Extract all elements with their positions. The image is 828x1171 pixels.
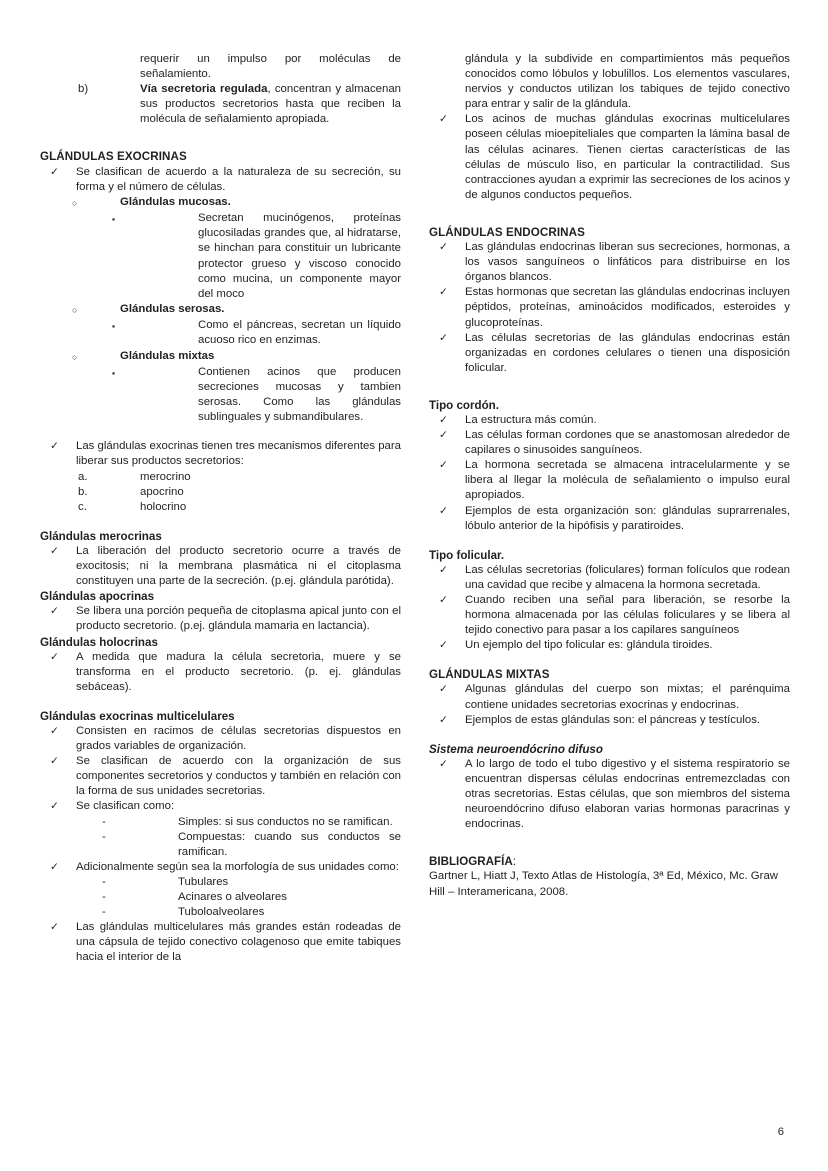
- check-icon: ✓: [439, 413, 448, 426]
- bullet-text: Se libera una porción pequeña de citoplasma apical junto con el producto secretorio. (p.ej. glándula mamaria en lactancia).: [76, 605, 401, 633]
- check-icon: ✓: [50, 165, 59, 178]
- bullet-item: [429, 757, 790, 832]
- bullet-item: [429, 428, 790, 458]
- bullet-text: Un ejemplo del tipo folicular es: glándula tiroides.: [465, 639, 713, 652]
- bullet-item: [429, 638, 790, 653]
- heading-glandulas-exocrinas: GLÁNDULAS EXOCRINAS: [40, 150, 187, 164]
- check-icon: ✓: [439, 459, 448, 472]
- heading-glandulas-holocrinas: Glándulas holocrinas: [40, 635, 158, 649]
- bullet-text: Ejemplos de esta organización son: glándulas suprarrenales, lóbulo anterior de la hipófisis y paratiroides.: [465, 504, 790, 532]
- bullet-text: Estas hormonas que secretan las glándulas endocrinas incluyen péptidos, proteínas, aminoácidos modificados, esteroides y glucoproteínas.: [465, 286, 790, 329]
- spacer: [429, 534, 790, 548]
- lettered-marker: b.: [78, 485, 88, 498]
- list-marker-b: b): [78, 83, 89, 96]
- check-icon: ✓: [439, 241, 448, 254]
- bullet-text: Las glándulas exocrinas tienen tres mecanismos diferentes para liberar sus productos secretorios:: [76, 440, 401, 468]
- bullet-item: [429, 504, 790, 534]
- bibliografia-label: BIBLIOGRAFÍA: [429, 855, 513, 869]
- dash-text: Tuboloalveolares: [178, 906, 265, 919]
- square-icon: ▪: [112, 368, 116, 378]
- dash-icon: -: [102, 815, 106, 828]
- sub-bullet-title: Glándulas mucosas.: [120, 195, 231, 208]
- list-item-b-rest: , concentran y almacenan sus productos secretorios hasta que reciben la molécula de señalamiento apropiada.: [140, 83, 402, 126]
- continued-paragraph: glándula y la subdivide en compartimientos más pequeños conocidos como lóbulos y lobulillos. Los elementos vasculares, nervios y conductos utilizan los tabiques de tejido conectivo para entrar y salir de la glándula.: [465, 53, 790, 111]
- bullet-item: [40, 650, 401, 695]
- dash-list-item: [40, 890, 401, 905]
- bibliografia-colon: :: [512, 855, 516, 869]
- list-item-b-text: [140, 82, 401, 127]
- check-icon: ✓: [439, 594, 448, 606]
- bullet-item: [40, 754, 401, 799]
- sub-bullet-item: [40, 195, 401, 212]
- bullet-item: [429, 682, 790, 712]
- sub-sub-bullet-item: [40, 211, 401, 302]
- bullet-item: [429, 563, 790, 593]
- check-icon: ✓: [439, 757, 448, 770]
- check-icon: ✓: [50, 440, 59, 453]
- square-icon: ▪: [112, 321, 116, 332]
- spacer: [429, 376, 790, 398]
- bullet-item: [40, 544, 401, 589]
- heading-sistema-neuroendocrino-difuso: Sistema neuroendócrino difuso: [429, 742, 603, 756]
- spacer: [40, 127, 401, 149]
- square-icon: ▪: [112, 214, 116, 225]
- check-icon: ✓: [50, 605, 59, 618]
- bullet-text: Se clasifican de acuerdo a la naturaleza de su secreción, su forma y el número de células.: [76, 165, 401, 193]
- bullet-item: [40, 799, 401, 814]
- heading-glandulas-endocrinas: GLÁNDULAS ENDOCRINAS: [429, 225, 585, 239]
- spacer: [40, 425, 401, 439]
- bullet-text: La estructura más común.: [465, 413, 597, 426]
- check-icon: ✓: [439, 331, 448, 344]
- sub-sub-bullet-item: [40, 365, 401, 425]
- bullet-item: [429, 112, 790, 203]
- sub-sub-bullet-text: Como el páncreas, secretan un líquido acuoso rico en enzimas.: [198, 319, 401, 347]
- heading-glandulas-apocrinas: Glándulas apocrinas: [40, 590, 155, 604]
- heading-bibliografia: [429, 854, 790, 869]
- bullet-item: [429, 240, 790, 285]
- dash-icon: -: [102, 830, 106, 843]
- lettered-list-item: [40, 500, 401, 515]
- sub-sub-bullet-text: Contienen acinos que producen secreciones mucosas y tambien serosas. Como las glándulas sublinguales y submandibulares.: [198, 366, 401, 424]
- dash-icon: -: [102, 906, 106, 919]
- page-number: 6: [777, 1126, 784, 1138]
- lettered-list-item: [40, 470, 401, 485]
- bullet-item: [429, 285, 790, 330]
- sub-bullet-title: Glándulas mixtas: [120, 349, 215, 362]
- bullet-text: Las glándulas multicelulares más grandes están rodeadas de una cápsula de tejido conectivo colagenoso que emite tabiques hacia el interior de la: [76, 921, 401, 964]
- bullet-text: Las glándulas endocrinas liberan sus secreciones, hormonas, a los vasos sanguíneos o linfáticos para distribuirse en los órganos blancos.: [465, 241, 790, 284]
- dash-icon: -: [102, 891, 106, 903]
- left-column: [40, 52, 401, 965]
- sub-bullet-item: [40, 349, 401, 366]
- bullet-text: Cuando reciben una señal para liberación, se resorbe la hormona almacenada por las células foliculares y se libera al tejido conectivo para pasar a los capilares sanguíneos: [465, 594, 790, 637]
- circle-icon: ○: [72, 351, 78, 362]
- spacer: [429, 832, 790, 854]
- sub-sub-bullet-item: [40, 318, 401, 348]
- bullet-item: [40, 604, 401, 634]
- dash-icon: -: [102, 875, 106, 888]
- bullet-text: Las células secretorias (foliculares) forman folículos que rodean una cavidad que recibe y almacena la hormona secretada.: [465, 563, 790, 591]
- circle-icon: ○: [72, 197, 78, 208]
- check-icon: ✓: [50, 800, 59, 813]
- heading-tipo-cordon: Tipo cordón.: [429, 398, 499, 412]
- bullet-item: [40, 920, 401, 965]
- bullet-text: Consisten en racimos de células secretorias dispuestos en grados variables de organización.: [76, 724, 401, 753]
- bibliografia-reference: Gartner L, Hiatt J, Texto Atlas de Histología, 3ª Ed, México, Mc. Graw Hill – Interamericana, 2008.: [429, 870, 779, 898]
- check-icon: ✓: [50, 724, 59, 737]
- list-item-b: [40, 82, 401, 127]
- bullet-item: [40, 724, 401, 754]
- bullet-item: [429, 458, 790, 503]
- heading-tipo-folicular: Tipo folicular.: [429, 548, 505, 562]
- spacer: [429, 728, 790, 742]
- dash-list-item: [40, 905, 401, 920]
- continued-paragraph-row: [40, 52, 401, 82]
- check-icon: ✓: [439, 113, 448, 126]
- bullet-item: [40, 860, 401, 875]
- spacer: [40, 515, 401, 529]
- bullet-item: [40, 439, 401, 469]
- bullet-text: Adicionalmente según sea la morfología de sus unidades como:: [76, 860, 399, 873]
- lettered-label: holocrino: [140, 500, 187, 513]
- lettered-label: merocrino: [140, 470, 191, 483]
- right-column: [429, 52, 790, 900]
- check-icon: ✓: [439, 286, 448, 299]
- bullet-text: Algunas glándulas del cuerpo son mixtas; el parénquima contiene unidades secretorias exocrinas y endocrinas.: [465, 683, 790, 711]
- check-icon: ✓: [439, 639, 448, 652]
- check-icon: ✓: [439, 713, 448, 726]
- check-icon: ✓: [439, 504, 448, 517]
- sub-bullet-title: Glándulas serosas.: [120, 302, 225, 315]
- heading-glandulas-merocrinas: Glándulas merocrinas: [40, 529, 162, 543]
- check-icon: ✓: [50, 921, 59, 934]
- check-icon: ✓: [50, 755, 59, 768]
- dash-text: Tubulares: [178, 875, 229, 888]
- list-item-b-bold-lead: Vía secretoria regulada: [140, 83, 268, 96]
- bullet-text: La hormona secretada se almacena intracelularmente y se libera al llegar la molécula de señalamiento o impulso eural apropiados.: [465, 459, 790, 502]
- check-icon: ✓: [50, 544, 59, 557]
- dash-list-item: [40, 875, 401, 890]
- heading-glandulas-mixtas: GLÁNDULAS MIXTAS: [429, 668, 550, 682]
- bullet-text: Se clasifican de acuerdo con la organización de sus componentes secretorios y conductos y también en relación con la forma de sus unidades secretorias.: [76, 755, 401, 798]
- bullet-item: [40, 165, 401, 195]
- continued-paragraph: requerir un impulso por moléculas de señalamiento.: [140, 53, 401, 81]
- lettered-list-item: [40, 485, 401, 500]
- bullet-item: [429, 331, 790, 376]
- bullet-item: [429, 593, 790, 638]
- check-icon: ✓: [439, 683, 448, 696]
- lettered-label: apocrino: [140, 485, 184, 498]
- bullet-text: Los acinos de muchas glándulas exocrinas multicelulares poseen células mioepiteliales que comparten la lámina basal de las células acinares. Tienen ciertas características de las células de músculo liso, en particular la contractilidad. Sus contracciones ayudan a exprimir las secreciones de los acinos y de algunos conductos pequeños.: [465, 113, 790, 201]
- circle-icon: ○: [72, 304, 78, 315]
- bullet-text: A medida que madura la célula secretoria, muere y se transforma en el producto secretorio. (p. ej. glándulas sebáceas).: [76, 650, 401, 693]
- heading-glandulas-exocrinas-multicelulares: Glándulas exocrinas multicelulares: [40, 709, 235, 723]
- sub-sub-bullet-text: Secretan mucinógenos, proteínas glucosiladas grandes que, al hidratarse, se hinchan para constituir un lubricante protector grueso y viscoso conocido como mucina, un componente mayor del moco: [198, 212, 401, 300]
- bullet-text: Las células secretorias de las glándulas endocrinas están organizadas en cordones celulares o tienen una disposición folicular.: [465, 331, 790, 374]
- dash-list-item: [40, 815, 401, 830]
- check-icon: ✓: [50, 860, 59, 873]
- continued-paragraph-row: [429, 52, 790, 112]
- bullet-text: Las células forman cordones que se anastomosan alrededor de capilares o sinusoides sanguíneos.: [465, 429, 790, 457]
- check-icon: ✓: [439, 563, 448, 576]
- dash-text: Simples: si sus conductos no se ramifican.: [178, 815, 393, 828]
- lettered-marker: a.: [78, 470, 88, 483]
- bullet-item: [429, 713, 790, 728]
- spacer: [40, 695, 401, 709]
- check-icon: ✓: [439, 429, 448, 442]
- bullet-text: A lo largo de todo el tubo digestivo y el sistema respiratorio se encuentran dispersas células endocrinas entremezcladas con otras secretorias. Estas células, que son miembros del sistema neuroendócrino difuso elaboran varias hormonas paracrinas y endocrinas.: [465, 757, 790, 831]
- spacer: [429, 203, 790, 225]
- bullet-text: Se clasifican como:: [76, 800, 175, 813]
- lettered-marker: c.: [78, 500, 87, 513]
- bullet-text: La liberación del producto secretorio ocurre a través de exocitosis; ni la membrana plasmática ni el citoplasma constituyen una parte de la secreción. (p.ej. glándula parótida).: [76, 544, 401, 588]
- bullet-text: Ejemplos de estas glándulas son: el páncreas y testículos.: [465, 713, 761, 726]
- dash-text: Compuestas: cuando sus conductos se ramifican.: [178, 830, 401, 858]
- bullet-item: [429, 413, 790, 428]
- check-icon: ✓: [50, 650, 59, 663]
- two-column-body: [40, 52, 790, 965]
- spacer: [429, 653, 790, 667]
- dash-list-item: [40, 830, 401, 860]
- sub-bullet-item: [40, 302, 401, 319]
- dash-text: Acinares o alveolares: [178, 891, 287, 903]
